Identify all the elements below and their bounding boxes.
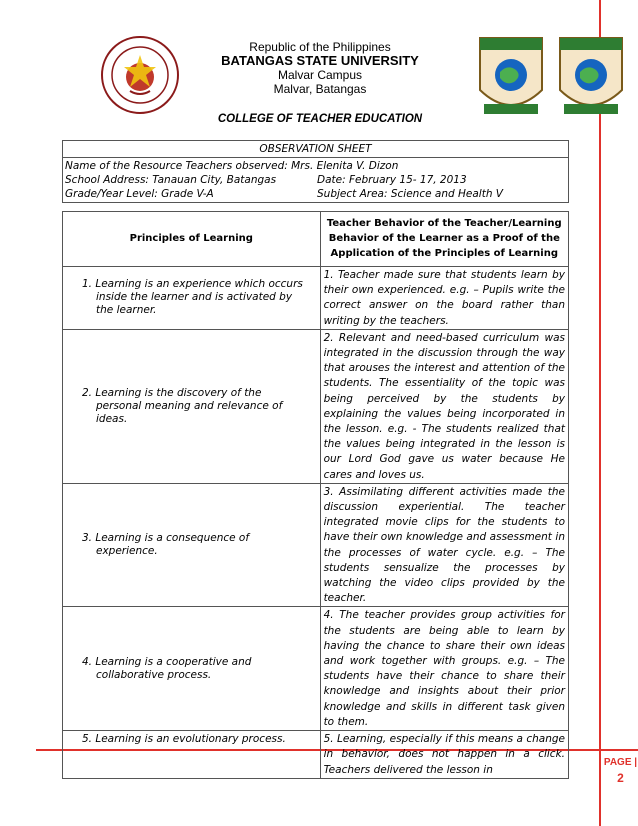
university-name: BATANGAS STATE UNIVERSITY xyxy=(221,53,419,68)
table-row xyxy=(63,483,569,607)
principle-cell: 2. Learning is the discovery of the personal meaning and relevance of ideas. xyxy=(82,386,283,425)
principle-cell: 4. Learning is a cooperative and collaborative process. xyxy=(82,655,252,681)
observation-date: Date: February 15- 17, 2013 xyxy=(317,174,467,186)
table-row xyxy=(63,267,569,330)
principles-table xyxy=(62,211,569,779)
table-row xyxy=(63,329,569,483)
resource-teacher: Name of the Resource Teachers observed: Mrs. Elenita V. Dizon xyxy=(65,160,399,172)
page-number: 2 xyxy=(617,771,624,785)
observation-sheet-table xyxy=(62,140,569,203)
table-row xyxy=(63,607,569,731)
table-header-row xyxy=(63,212,569,267)
page-label: PAGE | xyxy=(603,757,638,768)
campus-name: Malvar Campus xyxy=(277,68,363,82)
observation-details xyxy=(63,158,569,203)
page-footer xyxy=(603,757,638,785)
grade-level: Grade/Year Level: Grade V-A xyxy=(65,188,214,200)
behavior-cell: 3. Assimilating different activities made the discussion experiential. The teacher integrated movie clips for the students to have their own knowledge and assessment in the processes of water cycle. e.g. – The students sensualize the processes by watching the video clips provided by the teacher. xyxy=(320,483,568,607)
principle-cell: 3. Learning is a consequence of experience. xyxy=(82,532,250,558)
campus-location: Malvar, Batangas xyxy=(273,82,367,96)
observation-title: OBSERVATION SHEET xyxy=(63,141,569,158)
principle-cell: 1. Learning is an experience which occurs inside the learner and is activated by the learner. xyxy=(82,278,303,317)
table-row xyxy=(63,731,569,779)
letterhead xyxy=(160,40,480,96)
school-address: School Address: Tanauan City, Batangas xyxy=(65,174,277,186)
subject-area: Subject Area: Science and Health V xyxy=(317,188,503,200)
college-name: COLLEGE OF TEACHER EDUCATION xyxy=(217,113,423,125)
republic-line: Republic of the Philippines xyxy=(249,40,391,54)
col-principles-header: Principles of Learning xyxy=(63,212,321,267)
campus-seals-logo xyxy=(470,30,630,130)
behavior-cell: 4. The teacher provides group activities for the students are being able to learn by having the chance to share their own ideas and work together with groups. e.g. – The students have their chance to share their knowledge and insights about their prior knowledge and skills in different task given to them. xyxy=(320,607,568,731)
behavior-cell: 2. Relevant and need-based curriculum was integrated in the discussion through the way that arouses the interest and attention of the students. The essentiality of the topic was being perceived by the students by explaining the values being incorporated in the lesson. e.g. - The students realized that the values being integrated in the lesson is our Lord God gave us water because He cares and loves us. xyxy=(320,329,568,483)
behavior-cell: 5. Learning, especially if this means a change in behavior, does not happen in a click. Teachers delivered the lesson in xyxy=(320,731,568,779)
principle-cell: 5. Learning is an evolutionary process. xyxy=(82,733,286,746)
col-behavior-header: Teacher Behavior of the Teacher/Learning Behavior of the Learner as a Proof of the Application of the Principles of Learning xyxy=(320,212,568,267)
behavior-cell: 1. Teacher made sure that students learn by their own experienced. e.g. – Pupils write the correct answer on the board rather than writing by the teachers. xyxy=(320,267,568,330)
